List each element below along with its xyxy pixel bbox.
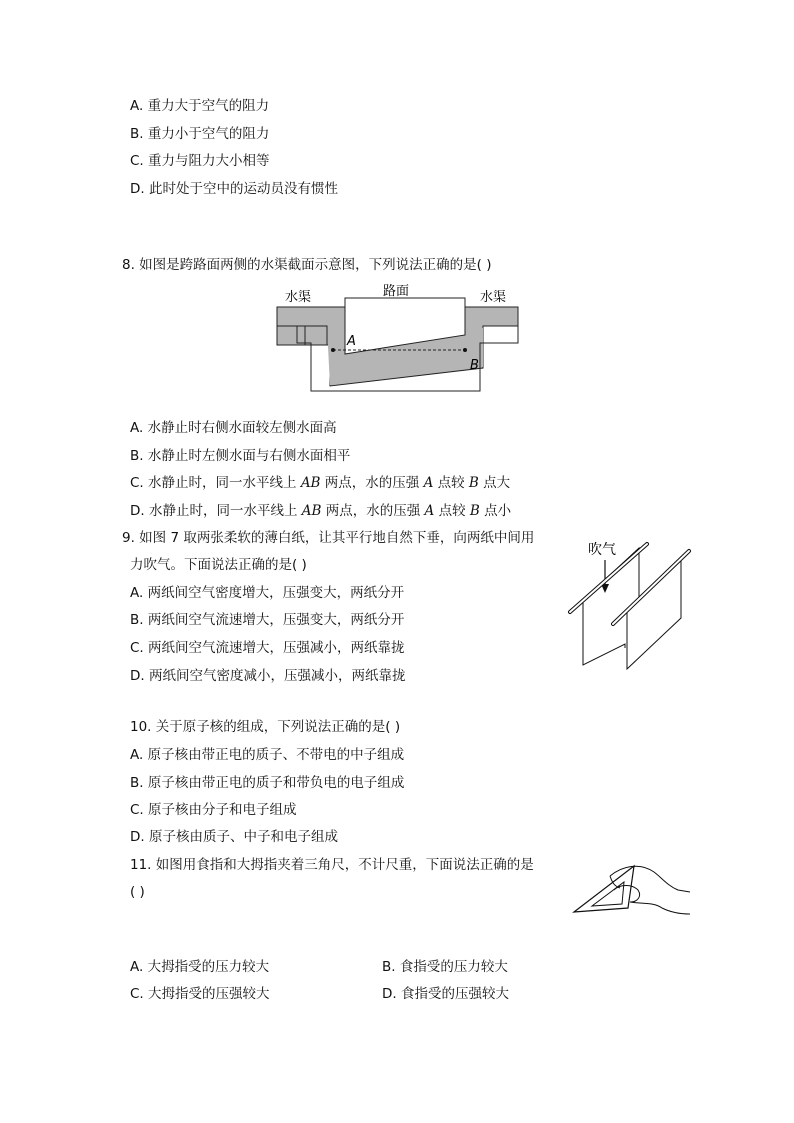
q8-option-c-a: A [423,475,434,491]
q8-option-d-ab: AB [301,503,322,519]
q11-option-c: C. 大拇指受的压强较大 [130,986,270,1002]
q8-option-c-text-4: 点大 [478,475,511,491]
q7-option-a: A. 重力大于空气的阻力 [130,98,270,114]
q8-option-d-a: A [424,503,435,519]
q8-point-a-label: A [347,334,356,349]
q9-stem-line-2: 力吹气。下面说法正确的是( ) [130,557,307,573]
q11-stem-line-1: 11. 如图用食指和大拇指夹着三角尺，不计尺重，下面说法正确的是 [130,857,534,873]
q8-option-d-text-2: 两点，水的压强 [321,503,425,519]
q9-stem-line-1: 9. 如图 7 取两张柔软的薄白纸，让其平行地自然下垂，向两纸中间用 [122,530,535,546]
q9-option-a: A. 两纸间空气密度增大，压强变大，两纸分开 [130,585,405,601]
q10-option-b: B. 原子核由带正电的质子和带负电的电子组成 [130,775,405,791]
q9-option-c: C. 两纸间空气流速增大，压强减小，两纸靠拢 [130,640,405,656]
q8-option-c-text-1: C. 水静止时，同一水平线上 [130,475,301,491]
q8-option-c-ab: AB [300,475,321,491]
q10-option-c: C. 原子核由分子和电子组成 [130,802,297,818]
q8-option-c-b: B [468,475,479,491]
q8-stem: 8. 如图是跨路面两侧的水渠截面示意图，下列说法正确的是( ) [122,257,492,273]
q9-blow-label: 吹气 [588,542,616,558]
q8-option-d-text-3: 点较 [434,503,470,519]
q7-option-d: D. 此时处于空中的运动员没有惯性 [130,181,338,197]
q11-stem-line-2: ( ) [130,884,145,900]
q8-option-b: B. 水静止时左侧水面与右侧水面相平 [130,448,351,464]
q9-option-d: D. 两纸间空气密度减小，压强减小，两纸靠拢 [130,668,406,684]
q9-paper-figure [565,538,695,673]
q11-option-b: B. 食指受的压力较大 [382,959,508,975]
q9-option-b: B. 两纸间空气流速增大，压强变大，两纸分开 [130,612,405,628]
q8-option-a: A. 水静止时右侧水面较左侧水面高 [130,420,337,436]
q8-left-channel-label: 水渠 [285,290,312,305]
q7-option-b: B. 重力小于空气的阻力 [130,126,270,142]
q8-option-d-text-4: 点小 [479,503,512,519]
q8-option-d-text-1: D. 水静止时，同一水平线上 [130,503,302,519]
q8-option-d [130,502,511,520]
q8-option-c [130,474,510,492]
q8-channel-figure [275,283,525,398]
q10-option-a: A. 原子核由带正电的质子、不带电的中子组成 [130,747,405,763]
q8-option-d-b: B [469,503,480,519]
q11-option-d: D. 食指受的压强较大 [382,986,509,1002]
q8-road-label: 路面 [383,284,410,299]
q8-option-c-text-2: 两点，水的压强 [320,475,424,491]
q11-hand-triangle-figure [570,860,695,920]
q7-option-c: C. 重力与阻力大小相等 [130,153,270,169]
q8-point-b-label: B [470,358,479,373]
q11-option-a: A. 大拇指受的压力较大 [130,959,270,975]
q10-stem: 10. 关于原子核的组成，下列说法正确的是( ) [130,719,401,735]
q8-option-c-text-3: 点较 [433,475,469,491]
q10-option-d: D. 原子核由质子、中子和电子组成 [130,829,338,845]
q8-right-channel-label: 水渠 [480,290,507,305]
